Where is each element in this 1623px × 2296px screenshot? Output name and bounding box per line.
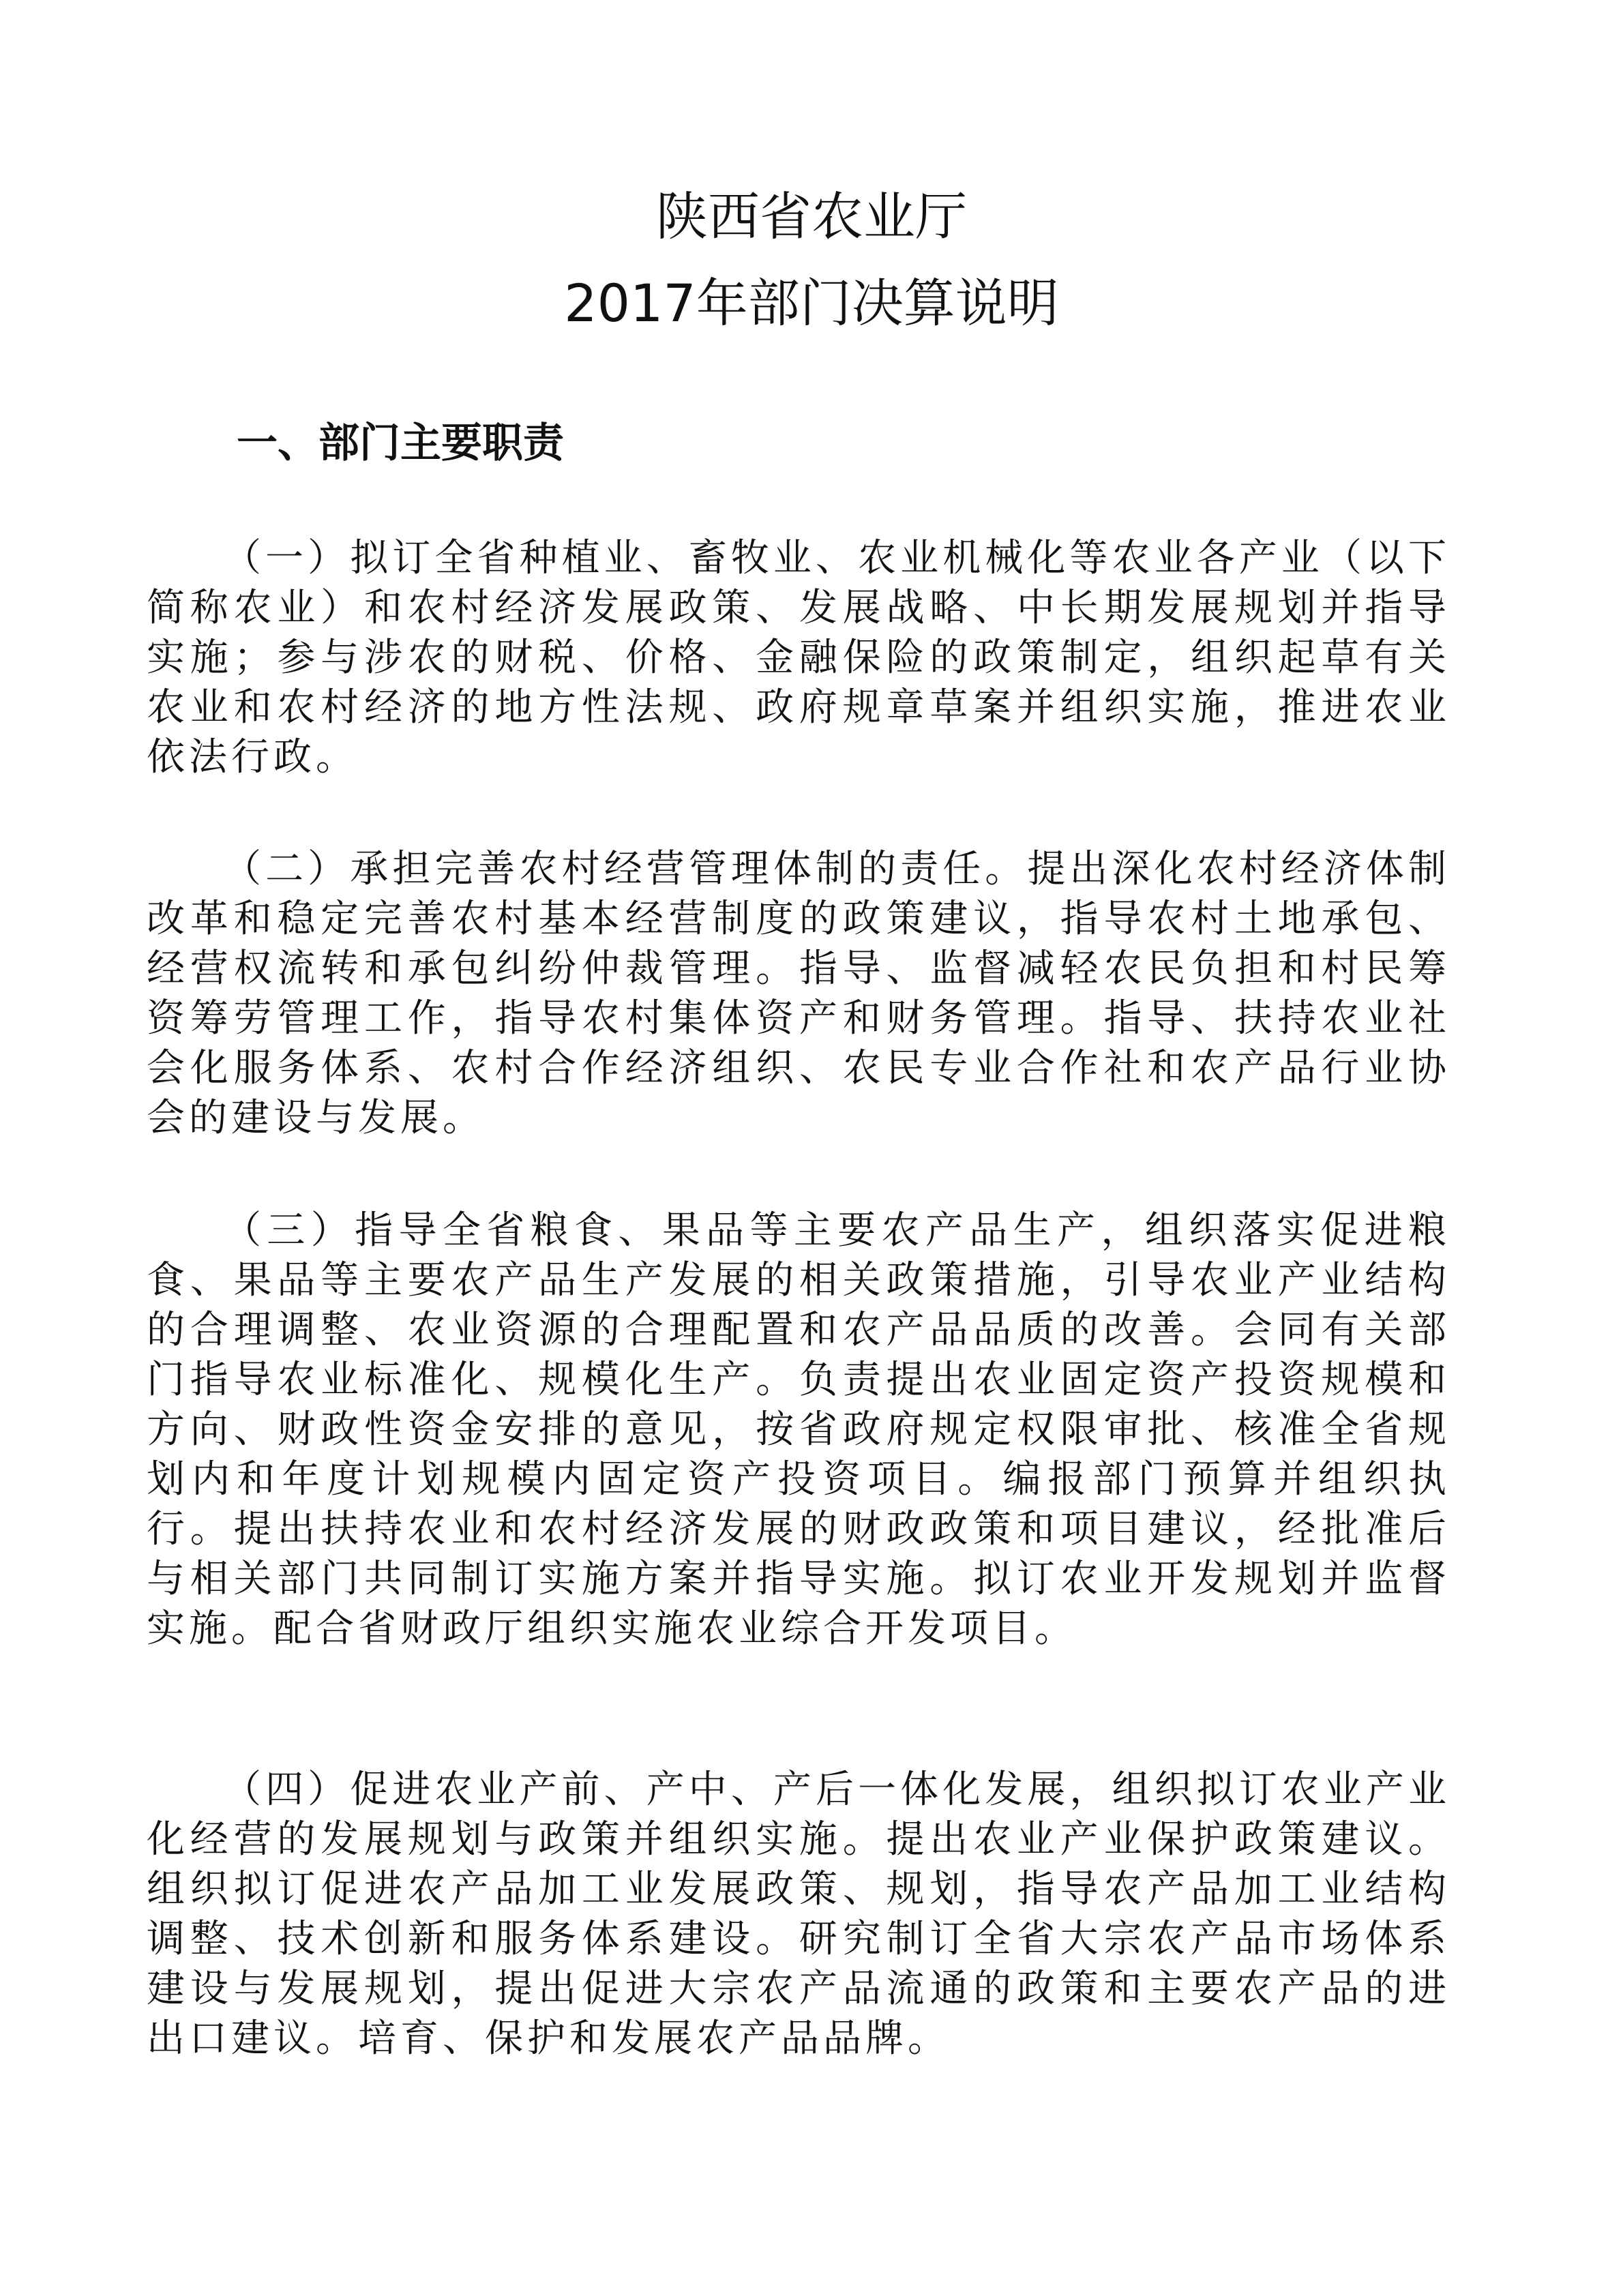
- paragraph-duty-4: （四）促进农业产前、产中、产后一体化发展，组织拟订农业产业化经营的发展规划与政策并组织实施。提出农业产业保护政策建议。组织拟订促进农产品加工业发展政策、规划，指导农产品加工业结构调整、技术创新和服务体系建设。研究制订全省大宗农产品市场体系建设与发展规划，提出促进大宗农产品流通的政策和主要农产品的进出口建议。培育、保护和发展农产品品牌。: [147, 1768, 1450, 2061]
- section-heading: 一、部门主要职责: [237, 419, 564, 467]
- paragraph-duty-2: （二）承担完善农村经营管理体制的责任。提出深化农村经济体制改革和稳定完善农村基本经营制度的政策建议，指导农村土地承包、经营权流转和承包纠纷仲裁管理。指导、监督减轻农民负担和村民筹资筹劳管理工作，指导农村集体资产和财务管理。指导、扶持农业社会化服务体系、农村合作经济组织、农民专业合作社和农产品行业协会的建设与发展。: [147, 847, 1450, 1140]
- document-title-report: 2017年部门决算说明: [564, 273, 1059, 333]
- paragraph-duty-3: （三）指导全省粮食、果品等主要农产品生产，组织落实促进粮食、果品等主要农产品生产发展的相关政策措施，引导农业产业结构的合理调整、农业资源的合理配置和农产品品质的改善。会同有关部门指导农业标准化、规模化生产。负责提出农业固定资产投资规模和方向、财政性资金安排的意见，按省政府规定权限审批、核准全省规划内和年度计划规模内固定资产投资项目。编报部门预算并组织执行。提出扶持农业和农村经济发展的财政政策和项目建议，经批准后与相关部门共同制订实施方案并指导实施。拟订农业开发规划并监督实施。配合省财政厅组织实施农业综合开发项目。: [147, 1208, 1450, 1651]
- document-title-agency: 陕西省农业厅: [656, 186, 967, 247]
- paragraph-duty-1: （一）拟订全省种植业、畜牧业、农业机械化等农业各产业（以下简称农业）和农村经济发展政策、发展战略、中长期发展规划并指导实施；参与涉农的财税、价格、金融保险的政策制定，组织起草有关农业和农村经济的地方性法规、政府规章草案并组织实施，推进农业依法行政。: [147, 536, 1450, 779]
